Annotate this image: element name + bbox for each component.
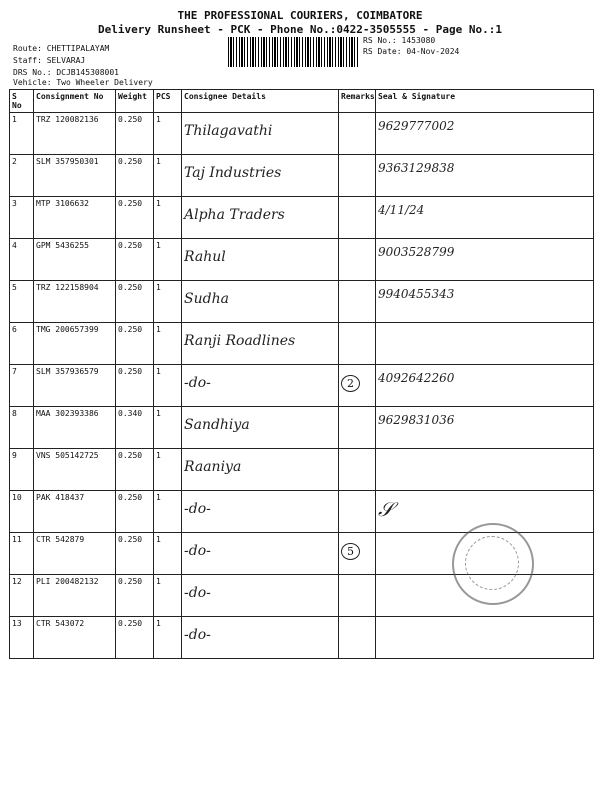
signature-handwriting: 9629831036 bbox=[378, 413, 455, 427]
row-sno: 9 bbox=[10, 449, 34, 491]
row-pcs: 1 bbox=[154, 281, 182, 323]
consignee-handwriting: Thilagavathi bbox=[184, 123, 273, 139]
row-consignee bbox=[182, 575, 339, 617]
row-consignment: TRZ 122158904 bbox=[34, 281, 116, 323]
company-title: THE PROFESSIONAL COURIERS, COIMBATORE bbox=[177, 9, 423, 22]
consignee-handwriting: -do- bbox=[184, 501, 211, 517]
row-weight: 0.250 bbox=[116, 155, 154, 197]
row-weight: 0.250 bbox=[116, 575, 154, 617]
consignee-handwriting: Taj Industries bbox=[184, 165, 282, 181]
row-consignee bbox=[182, 155, 339, 197]
row-consignment: VNS 505142725 bbox=[34, 449, 116, 491]
row-signature bbox=[376, 155, 594, 197]
consignee-handwriting: Alpha Traders bbox=[184, 207, 285, 223]
row-consignment: TRZ 120082136 bbox=[34, 113, 116, 155]
row-signature bbox=[376, 197, 594, 239]
row-consignment: MTP 3106632 bbox=[34, 197, 116, 239]
row-sno: 13 bbox=[10, 617, 34, 659]
row-consignment: SLM 357936579 bbox=[34, 365, 116, 407]
route-label: Route: CHETTIPALAYAM bbox=[13, 44, 110, 53]
row-pcs: 1 bbox=[154, 449, 182, 491]
row-signature bbox=[376, 239, 594, 281]
table-row bbox=[10, 155, 594, 197]
consignee-handwriting: Ranji Roadlines bbox=[184, 333, 296, 349]
row-pcs: 1 bbox=[154, 617, 182, 659]
row-remarks bbox=[339, 533, 376, 575]
col-weight: Weight bbox=[116, 90, 154, 113]
consignee-handwriting: -do- bbox=[184, 375, 211, 391]
row-pcs: 1 bbox=[154, 239, 182, 281]
row-remarks bbox=[339, 491, 376, 533]
row-weight: 0.250 bbox=[116, 491, 154, 533]
table-row bbox=[10, 239, 594, 281]
row-consignment: PAK 418437 bbox=[34, 491, 116, 533]
col-pcs: PCS bbox=[154, 90, 182, 113]
row-consignment: PLI 200482132 bbox=[34, 575, 116, 617]
drs-number: DRS No.: DCJB145308001 bbox=[13, 68, 119, 77]
consignee-handwriting: -do- bbox=[184, 627, 211, 643]
vehicle-label: Vehicle: Two Wheeler Delivery bbox=[13, 78, 153, 87]
col-consignee: Consignee Details bbox=[182, 90, 339, 113]
row-remarks bbox=[339, 407, 376, 449]
row-remarks bbox=[339, 365, 376, 407]
table-row bbox=[10, 281, 594, 323]
row-consignee bbox=[182, 239, 339, 281]
table-row bbox=[10, 617, 594, 659]
remark-circled-count: 5 bbox=[341, 543, 360, 560]
consignee-handwriting: -do- bbox=[184, 585, 211, 601]
row-pcs: 1 bbox=[154, 533, 182, 575]
row-weight: 0.250 bbox=[116, 323, 154, 365]
row-pcs: 1 bbox=[154, 365, 182, 407]
row-consignee bbox=[182, 281, 339, 323]
row-remarks bbox=[339, 323, 376, 365]
row-weight: 0.250 bbox=[116, 365, 154, 407]
row-weight: 0.250 bbox=[116, 197, 154, 239]
row-signature bbox=[376, 617, 594, 659]
signature-handwriting: 4092642260 bbox=[378, 371, 455, 385]
col-signature: Seal & Signature bbox=[376, 90, 594, 113]
row-pcs: 1 bbox=[154, 575, 182, 617]
row-signature bbox=[376, 113, 594, 155]
row-weight: 0.250 bbox=[116, 113, 154, 155]
row-sno: 3 bbox=[10, 197, 34, 239]
barcode bbox=[228, 37, 358, 67]
row-weight: 0.340 bbox=[116, 407, 154, 449]
row-pcs: 1 bbox=[154, 197, 182, 239]
row-sno: 10 bbox=[10, 491, 34, 533]
row-remarks bbox=[339, 239, 376, 281]
row-remarks bbox=[339, 197, 376, 239]
row-consignee bbox=[182, 407, 339, 449]
table-row bbox=[10, 113, 594, 155]
row-consignment: CTR 543072 bbox=[34, 617, 116, 659]
row-sno: 2 bbox=[10, 155, 34, 197]
row-sno: 6 bbox=[10, 323, 34, 365]
row-sno: 12 bbox=[10, 575, 34, 617]
row-remarks bbox=[339, 575, 376, 617]
consignee-handwriting: Rahul bbox=[184, 249, 226, 265]
signature-handwriting: 9363129838 bbox=[378, 161, 455, 175]
row-consignee bbox=[182, 113, 339, 155]
row-sno: 5 bbox=[10, 281, 34, 323]
runsheet-subtitle: Delivery Runsheet - PCK - Phone No.:0422-3505555 - Page No.:1 bbox=[98, 23, 502, 36]
row-sno: 1 bbox=[10, 113, 34, 155]
rs-number: RS No.: 1453080 bbox=[363, 36, 436, 45]
col-consignment: Consignment No bbox=[34, 90, 116, 113]
row-sno: 8 bbox=[10, 407, 34, 449]
row-consignment: MAA 302393386 bbox=[34, 407, 116, 449]
row-signature bbox=[376, 281, 594, 323]
signature-handwriting: 9629777002 bbox=[378, 119, 455, 133]
row-remarks bbox=[339, 155, 376, 197]
rs-date: RS Date: 04-Nov-2024 bbox=[363, 47, 460, 56]
row-pcs: 1 bbox=[154, 407, 182, 449]
row-sno: 7 bbox=[10, 365, 34, 407]
row-consignee bbox=[182, 533, 339, 575]
table-header bbox=[10, 90, 594, 113]
signature-handwriting: 9940455343 bbox=[378, 287, 455, 301]
signature-handwriting: 9003528799 bbox=[378, 245, 455, 259]
consignee-handwriting: Sandhiya bbox=[184, 417, 250, 433]
row-remarks bbox=[339, 617, 376, 659]
row-consignee bbox=[182, 365, 339, 407]
row-signature bbox=[376, 449, 594, 491]
row-weight: 0.250 bbox=[116, 449, 154, 491]
row-pcs: 1 bbox=[154, 113, 182, 155]
company-seal-stamp bbox=[452, 523, 534, 605]
col-remarks: Remarks bbox=[339, 90, 376, 113]
row-weight: 0.250 bbox=[116, 281, 154, 323]
table-row bbox=[10, 197, 594, 239]
row-remarks bbox=[339, 281, 376, 323]
row-sno: 4 bbox=[10, 239, 34, 281]
row-remarks bbox=[339, 449, 376, 491]
row-consignee bbox=[182, 323, 339, 365]
row-signature bbox=[376, 323, 594, 365]
row-weight: 0.250 bbox=[116, 617, 154, 659]
row-weight: 0.250 bbox=[116, 533, 154, 575]
row-pcs: 1 bbox=[154, 155, 182, 197]
table-row bbox=[10, 323, 594, 365]
remark-circled-count: 2 bbox=[341, 375, 360, 392]
consignee-handwriting: Sudha bbox=[184, 291, 229, 307]
row-consignee bbox=[182, 449, 339, 491]
row-consignee bbox=[182, 617, 339, 659]
row-consignment: SLM 357950301 bbox=[34, 155, 116, 197]
col-sno: S No bbox=[10, 90, 34, 113]
row-consignee bbox=[182, 491, 339, 533]
table-row bbox=[10, 407, 594, 449]
row-weight: 0.250 bbox=[116, 239, 154, 281]
consignee-handwriting: -do- bbox=[184, 543, 211, 559]
row-consignment: CTR 542879 bbox=[34, 533, 116, 575]
row-consignee bbox=[182, 197, 339, 239]
row-signature bbox=[376, 365, 594, 407]
row-consignment: TMG 200657399 bbox=[34, 323, 116, 365]
table-row bbox=[10, 365, 594, 407]
scribbled-signature-icon: 𝒮 bbox=[378, 497, 394, 521]
consignee-handwriting: Raaniya bbox=[184, 459, 242, 475]
row-sno: 11 bbox=[10, 533, 34, 575]
staff-label: Staff: SELVARAJ bbox=[13, 56, 86, 65]
row-consignment: GPM 5436255 bbox=[34, 239, 116, 281]
row-pcs: 1 bbox=[154, 491, 182, 533]
signature-handwriting: 4/11/24 bbox=[378, 203, 425, 217]
table-row bbox=[10, 449, 594, 491]
row-pcs: 1 bbox=[154, 323, 182, 365]
row-signature bbox=[376, 407, 594, 449]
row-remarks bbox=[339, 113, 376, 155]
